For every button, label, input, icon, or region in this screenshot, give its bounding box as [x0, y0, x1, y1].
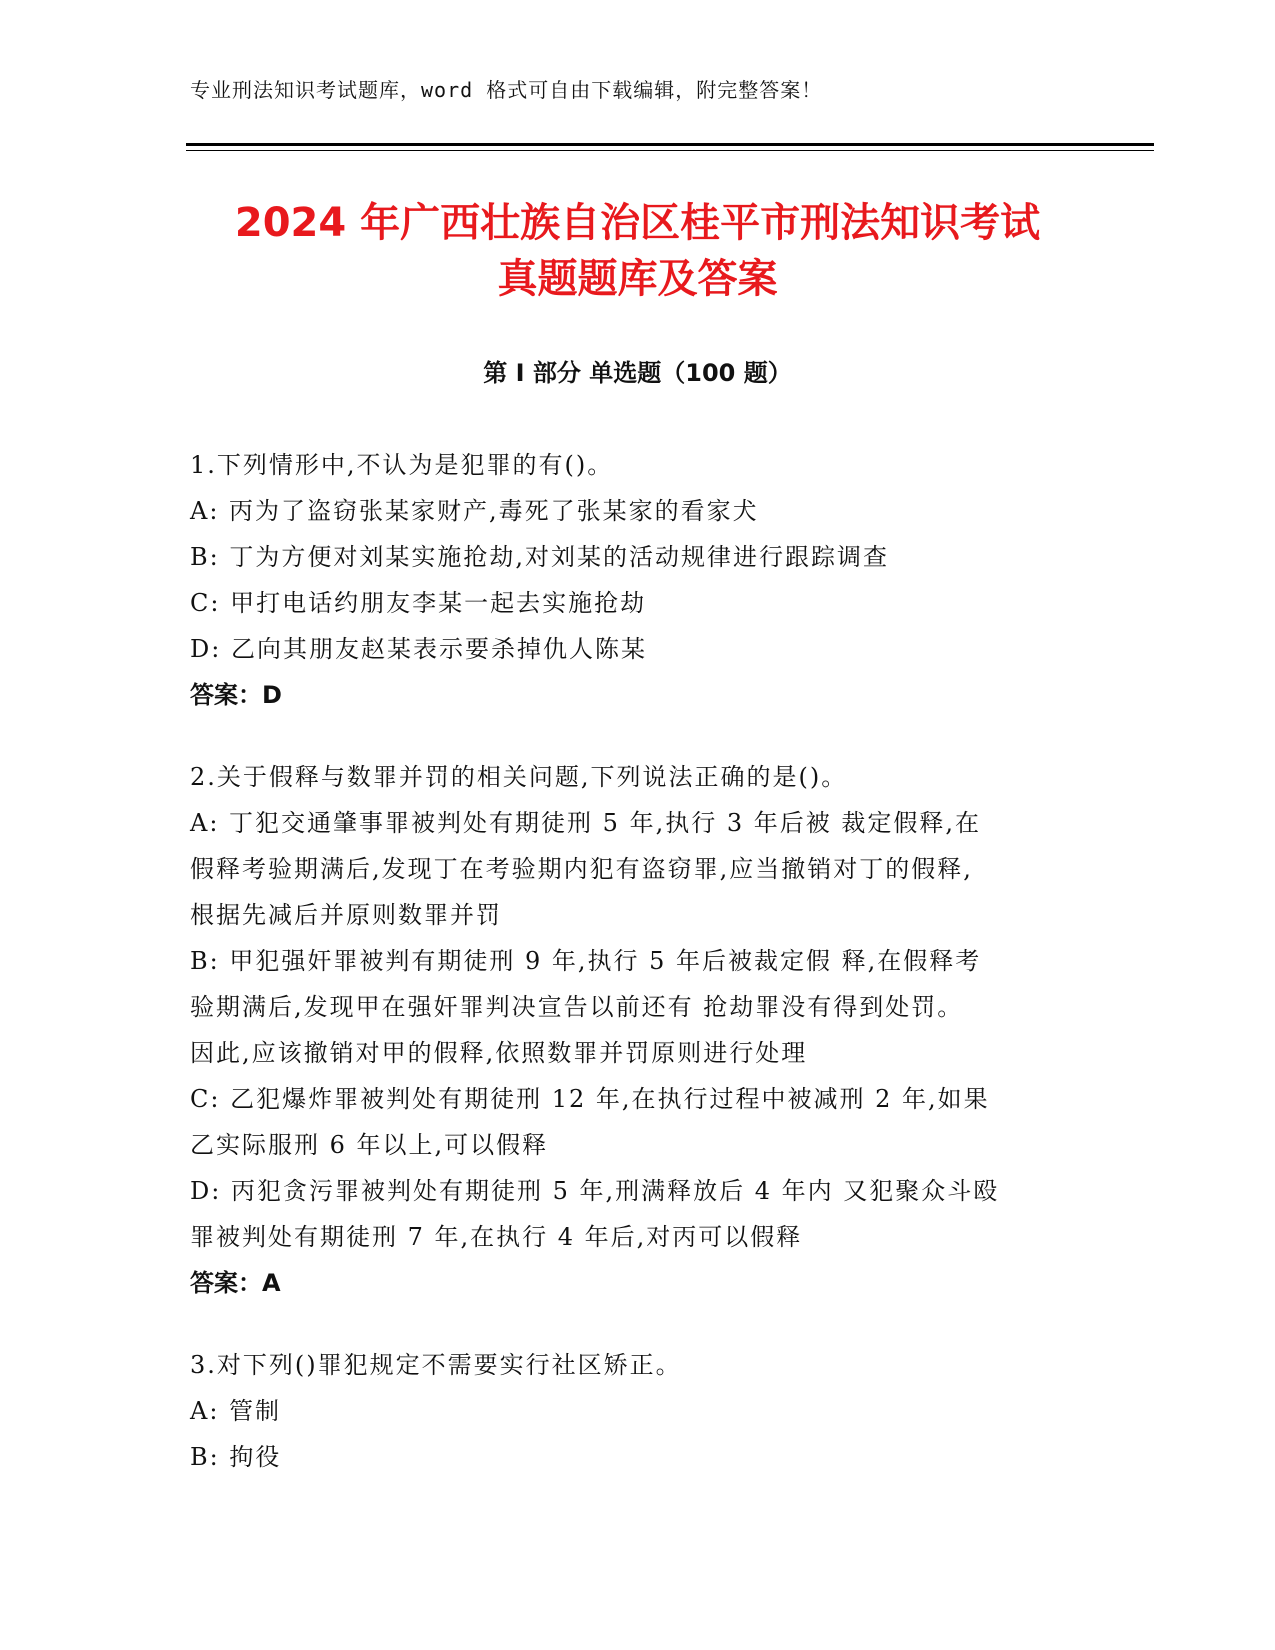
- option-b-line-2: 验期满后,发现甲在强奸罪判决宣告以前还有 抢劫罪没有得到处罚。: [190, 993, 964, 1021]
- option-a-line-1: A: 丁犯交通肇事罪被判处有期徒刑 5 年,执行 3 年后被 裁定假释,在: [190, 809, 981, 837]
- option-d: D: 乙向其朋友赵某表示要杀掉仇人陈某: [190, 635, 647, 663]
- option-a: A: 丙为了盗窃张某家财产,毒死了张某家的看家犬: [190, 497, 759, 525]
- document-title-line-1: 2024 年广西壮族自治区桂平市刑法知识考试: [234, 200, 1041, 246]
- option-b-line-3: 因此,应该撤销对甲的假释,依照数罪并罚原则进行处理: [190, 1039, 808, 1067]
- option-b-line-1: B: 甲犯强奸罪被判有期徒刑 9 年,执行 5 年后被裁定假 释,在假释考: [190, 947, 982, 975]
- question-stem: 3.对下列()罪犯规定不需要实行社区矫正。: [190, 1351, 682, 1379]
- option-a-line-3: 根据先减后并原则数罪并罚: [190, 901, 502, 929]
- option-a: A: 管制: [190, 1397, 282, 1425]
- option-b: B: 丁为方便对刘某实施抢劫,对刘某的活动规律进行跟踪调查: [190, 543, 889, 571]
- option-c-line-2: 乙实际服刑 6 年以上,可以假释: [190, 1131, 549, 1159]
- question-stem: 1.下列情形中,不认为是犯罪的有()。: [190, 451, 614, 479]
- question-1: [190, 442, 1070, 718]
- option-d-line-1: D: 丙犯贪污罪被判处有期徒刑 5 年,刑满释放后 4 年内 又犯聚众斗殴: [190, 1177, 1000, 1205]
- option-a-line-2: 假释考验期满后,发现丁在考验期内犯有盗窃罪,应当撤销对丁的假释,: [190, 855, 973, 883]
- question-2: [190, 754, 1070, 1306]
- option-b: B: 拘役: [190, 1443, 282, 1471]
- option-c: C: 甲打电话约朋友李某一起去实施抢劫: [190, 589, 647, 617]
- header-note: 专业刑法知识考试题库，word 格式可自由下载编辑，附完整答案！: [190, 78, 823, 102]
- header-rule-thin: [186, 150, 1154, 151]
- option-c-line-1: C: 乙犯爆炸罪被判处有期徒刑 12 年,在执行过程中被减刑 2 年,如果: [190, 1085, 990, 1113]
- question-stem: 2.关于假释与数罪并罚的相关问题,下列说法正确的是()。: [190, 763, 848, 791]
- document-title: [120, 195, 1155, 307]
- section-title: 第 I 部分 单选题（100 题）: [483, 359, 792, 387]
- question-list: [190, 442, 1070, 1516]
- answer-label: 答案：A: [190, 1269, 281, 1297]
- header-rule-thick: [186, 143, 1154, 146]
- answer-label: 答案：D: [190, 681, 282, 709]
- option-d-line-2: 罪被判处有期徒刑 7 年,在执行 4 年后,对丙可以假释: [190, 1223, 803, 1251]
- question-3: [190, 1342, 1070, 1480]
- document-title-line-2: 真题题库及答案: [497, 256, 778, 302]
